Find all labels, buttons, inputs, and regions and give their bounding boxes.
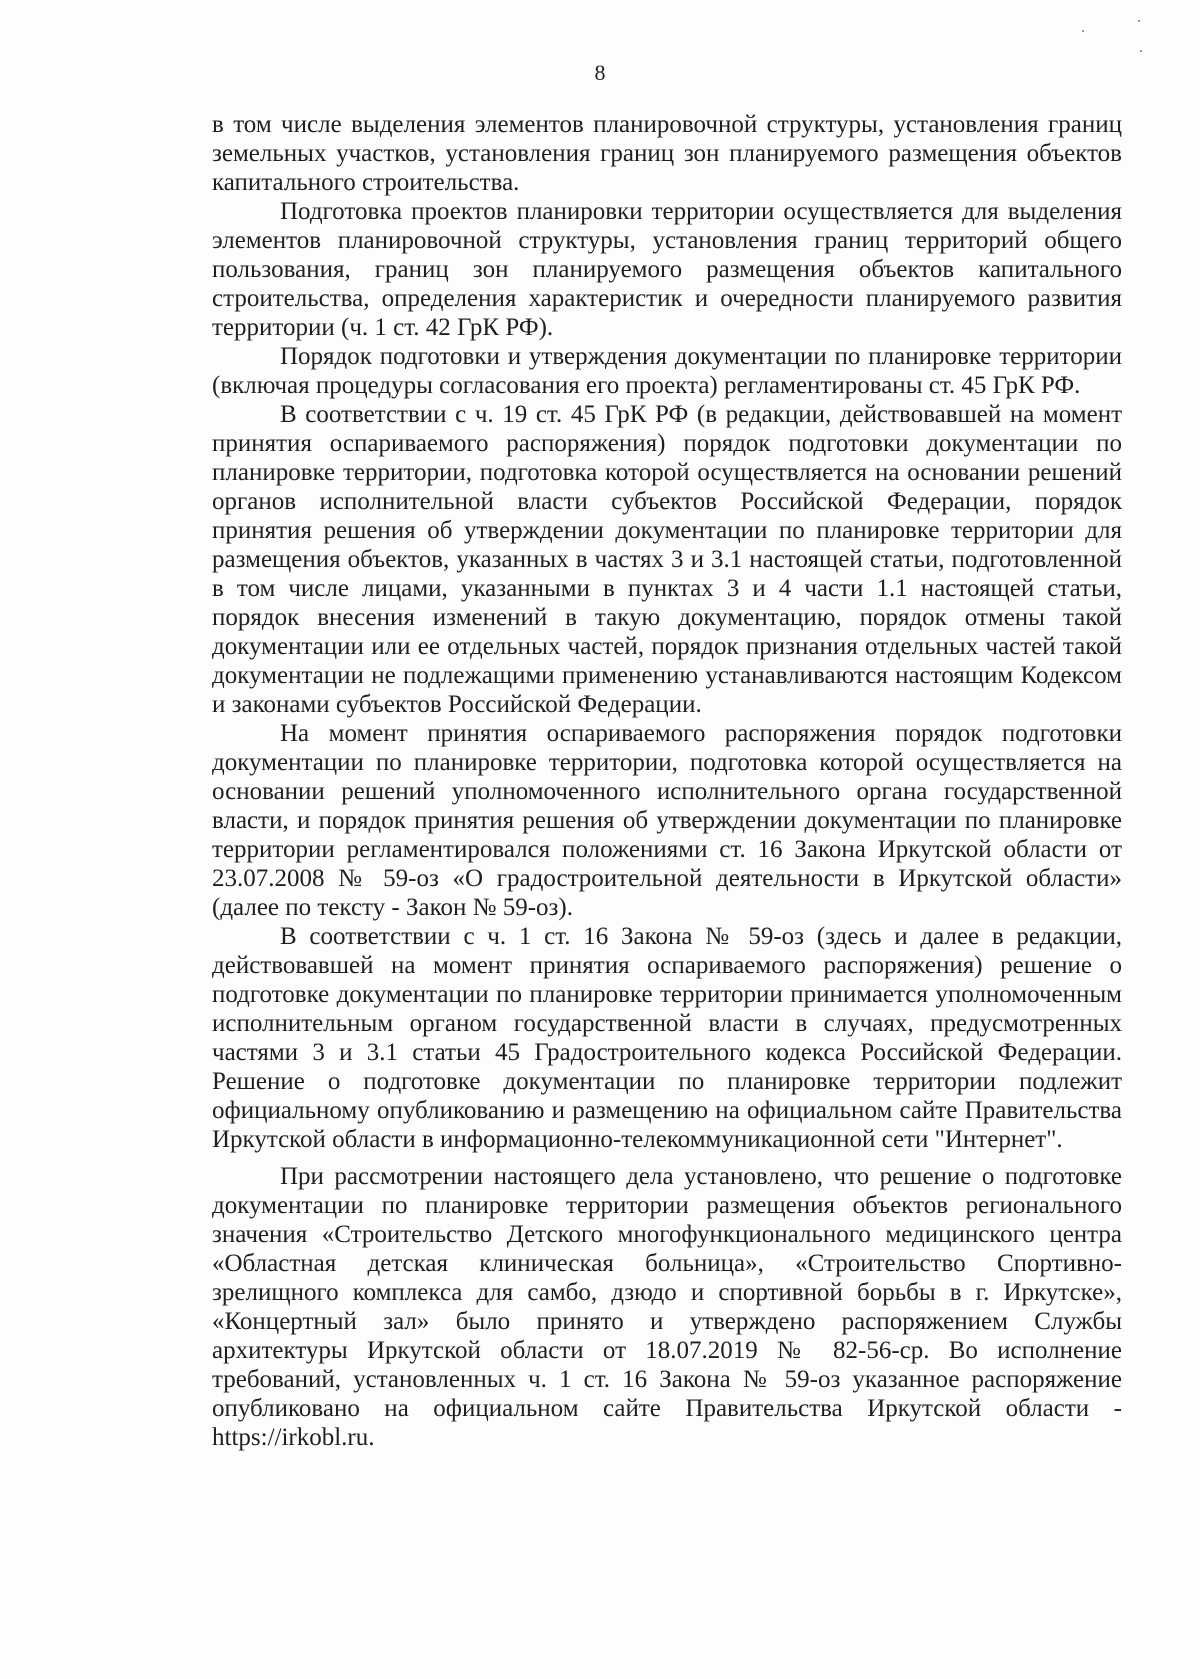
scan-speck [1140,50,1142,52]
paragraph-4: В соответствии с ч. 19 ст. 45 ГрК РФ (в редакции, действовавшей на момент принятия оспариваемого распоряжения) порядок подготовки документации по планировке территории, подготовка которой осуществляется на основании решений органов исполнительной власти субъектов Российской Федерации, порядок принятия решения об утверждении документации по планировке территории для размещения объектов, указанных в частях 3 и 3.1 настоящей статьи, подготовленной в том числе лицами, указанными в пунктах 3 и 4 части 1.1 настоящей статьи, порядок внесения изменений в такую документацию, порядок отмены такой документации или ее отдельных частей, порядок признания отдельных частей такой документации не подлежащими применению устанавливаются настоящим Кодексом и законами субъектов Российской Федерации. [212,401,1122,718]
paragraph-6: В соответствии с ч. 1 ст. 16 Закона № 59-оз (здесь и далее в редакции, действовавшей на момент принятия оспариваемого распоряжения) решение о подготовке документации по планировке территории принимается уполномоченным исполнительным органом государственной власти в случаях, предусмотренных частями 3 и 3.1 статьи 45 Градостроительного кодекса Российской Федерации. Решение о подготовке документации по планировке территории подлежит официальному опубликованию и размещению на официальном сайте Правительства Иркутской области в информационно-телекоммуникационной сети "Интернет". [212,923,1122,1153]
scan-speck [1138,20,1140,22]
paragraph-2: Подготовка проектов планировки территории осуществляется для выделения элементов планировочной структуры, установления границ территорий общего пользования, границ зон планируемого размещения объектов капитального строительства, определения характеристик и очередности планируемого развития территории (ч. 1 ст. 42 ГрК РФ). [212,198,1122,341]
paragraph-5: На момент принятия оспариваемого распоряжения порядок подготовки документации по планировке территории, подготовка которой осуществляется на основании решений уполномоченного исполнительного органа государственной власти, и порядок принятия решения об утверждении документации по планировке территории регламентировался положениями ст. 16 Закона Иркутской области от 23.07.2008 № 59-оз «О градостроительной деятельности в Иркутской области» (далее по тексту - Закон № 59-оз). [212,720,1122,921]
page-number: 8 [594,60,606,85]
paragraph-1: в том числе выделения элементов планировочной структуры, установления границ земельных участков, установления границ зон планируемого размещения объектов капитального строительства. [212,111,1122,196]
scan-speck [1082,30,1084,32]
document-body [212,110,1122,1452]
paragraph-3: Порядок подготовки и утверждения документации по планировке территории (включая процедуры согласования его проекта) регламентированы ст. 45 ГрК РФ. [212,343,1122,399]
paragraph-7: При рассмотрении настоящего дела установлено, что решение о подготовке документации по планировке территории размещения объектов регионального значения «Строительство Детского многофункционального медицинского центра «Областная детская клиническая больница», «Строительство Спортивно-зрелищного комплекса для самбо, дзюдо и спортивной борьбы в г. Иркутске», «Концертный зал» было принято и утверждено распоряжением Службы архитектуры Иркутской области от 18.07.2019 № 82-56-ср. Во исполнение требований, установленных ч. 1 ст. 16 Закона № 59-оз указанное распоряжение опубликовано на официальном сайте Правительства Иркутской области - https://irkobl.ru. [212,1163,1122,1451]
